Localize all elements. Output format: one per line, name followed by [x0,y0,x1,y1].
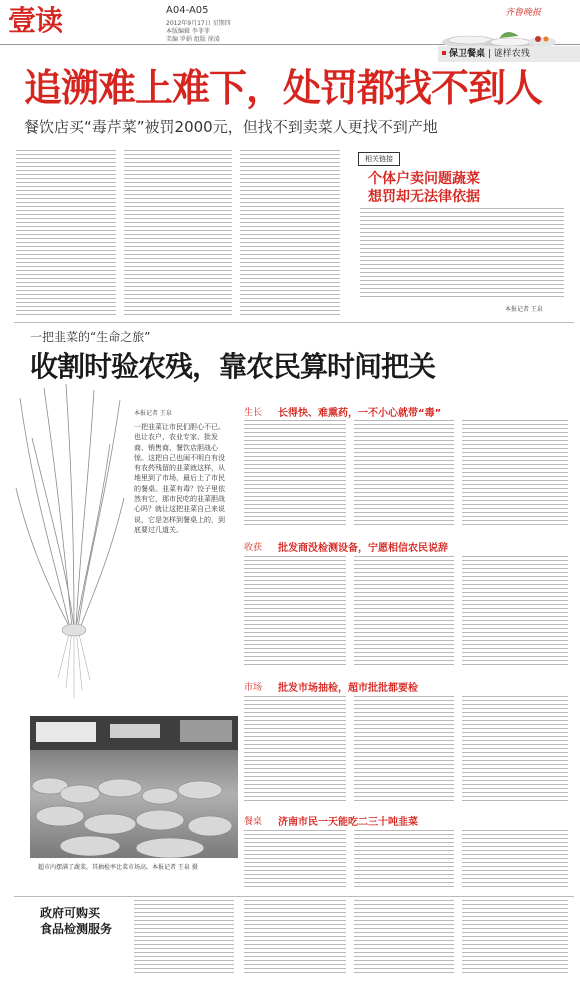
chive-illustration [14,378,126,704]
lead-column-3 [240,150,340,318]
bottom-column-4 [462,900,568,976]
bottom-story-title-line-2: 食品检测服务 [40,922,113,936]
bottom-divider [14,896,574,897]
section-label-market: 市场 [244,683,263,693]
harvest-column-2 [354,556,454,666]
bottom-column-2 [244,900,346,976]
section-title-growth: 长得快、难熏药，一不小心就带“毒” [278,408,442,419]
page-number: A04-A05 [166,5,209,16]
story2-headline: 收割时验农残，靠农民算时间把关 [30,350,436,383]
market-column-2 [354,696,454,802]
section-title-harvest: 批发商没检测设备，宁愿相信农民说辞 [278,543,448,554]
lead-headline: 追溯难上难下，处罚都找不到人 [24,66,543,110]
sidebar-title-line-2: 想罚却无法律依据 [368,189,480,205]
banner-bullet [442,51,446,55]
supermarket-photo [30,716,238,858]
lead-subhead: 餐饮店买“毒芹菜”被罚2000元，但找不到卖菜人更找不到产地 [24,118,438,136]
section-label-harvest: 收获 [244,543,263,553]
photo-caption: 超市内摆满了蔬菜，其抽检率比菜市场高。本报记者 王泉 摄 [38,864,198,871]
section-title-table: 济南市民一天能吃二三十吨韭菜 [278,817,418,828]
growth-column-1 [244,420,346,526]
section-series: 谜样农残 [493,49,530,59]
story2-kicker: 一把韭菜的“生命之旅” [30,330,151,344]
bottom-column-1 [134,900,234,976]
market-column-3 [462,696,568,802]
lead-column-1 [16,150,116,318]
designer-credit: 美编 罗娟 组版 徐凌 [166,36,220,43]
table-column-3 [462,830,568,890]
story-divider [14,322,574,323]
harvest-column-3 [462,556,568,666]
harvest-column-1 [244,556,346,666]
section-name: 保卫餐桌 [449,49,486,59]
related-link-tag: 相关链接 [358,152,400,166]
bottom-story-title-line-1: 政府可购买 [40,906,101,920]
vegetables-photo-graphic [30,716,238,858]
editor-credit: 本版编辑 李菲菲 [166,28,210,35]
newspaper-name: 齐鲁晚报 [505,8,542,18]
section-label-table: 餐桌 [244,817,263,827]
sidebar-body [360,208,564,300]
story2-reporter: 本报记者 王泉 [134,410,172,417]
story2-intro: 一把韭菜让市民们胆心不已。也让农户、农业专家、批发商、销售商、餐饮店胆战心惊。这把自己也闹不明白有没有农药残留的韭菜就这样，从地里到了市场，最后上了市民的餐桌。韭菜有毒？饺子里依然有它，那市民吃的韭菜胆战心吗？就让这把韭菜自己来说说，它是怎样到餐桌上的，到底要过几道关。 [134,423,225,534]
table-column-1 [244,830,346,890]
newspaper-section-logo: 壹读 [8,4,63,37]
issue-date: 2012年9月17日 星期四 [166,20,231,27]
section-title-market: 批发市场抽检，超市批批都要检 [278,683,418,694]
market-column-1 [244,696,346,802]
sidebar-title-line-1: 个体户卖问题蔬菜 [368,171,480,187]
lead-column-2 [124,150,232,318]
table-column-2 [354,830,454,890]
banner-separator: | [485,49,494,59]
bottom-column-3 [354,900,454,976]
growth-column-2 [354,420,454,526]
sidebar-reporter: 本报记者 王泉 [505,306,543,313]
section-label-growth: 生长 [244,408,263,418]
section-banner [438,46,580,62]
growth-column-3 [462,420,568,526]
